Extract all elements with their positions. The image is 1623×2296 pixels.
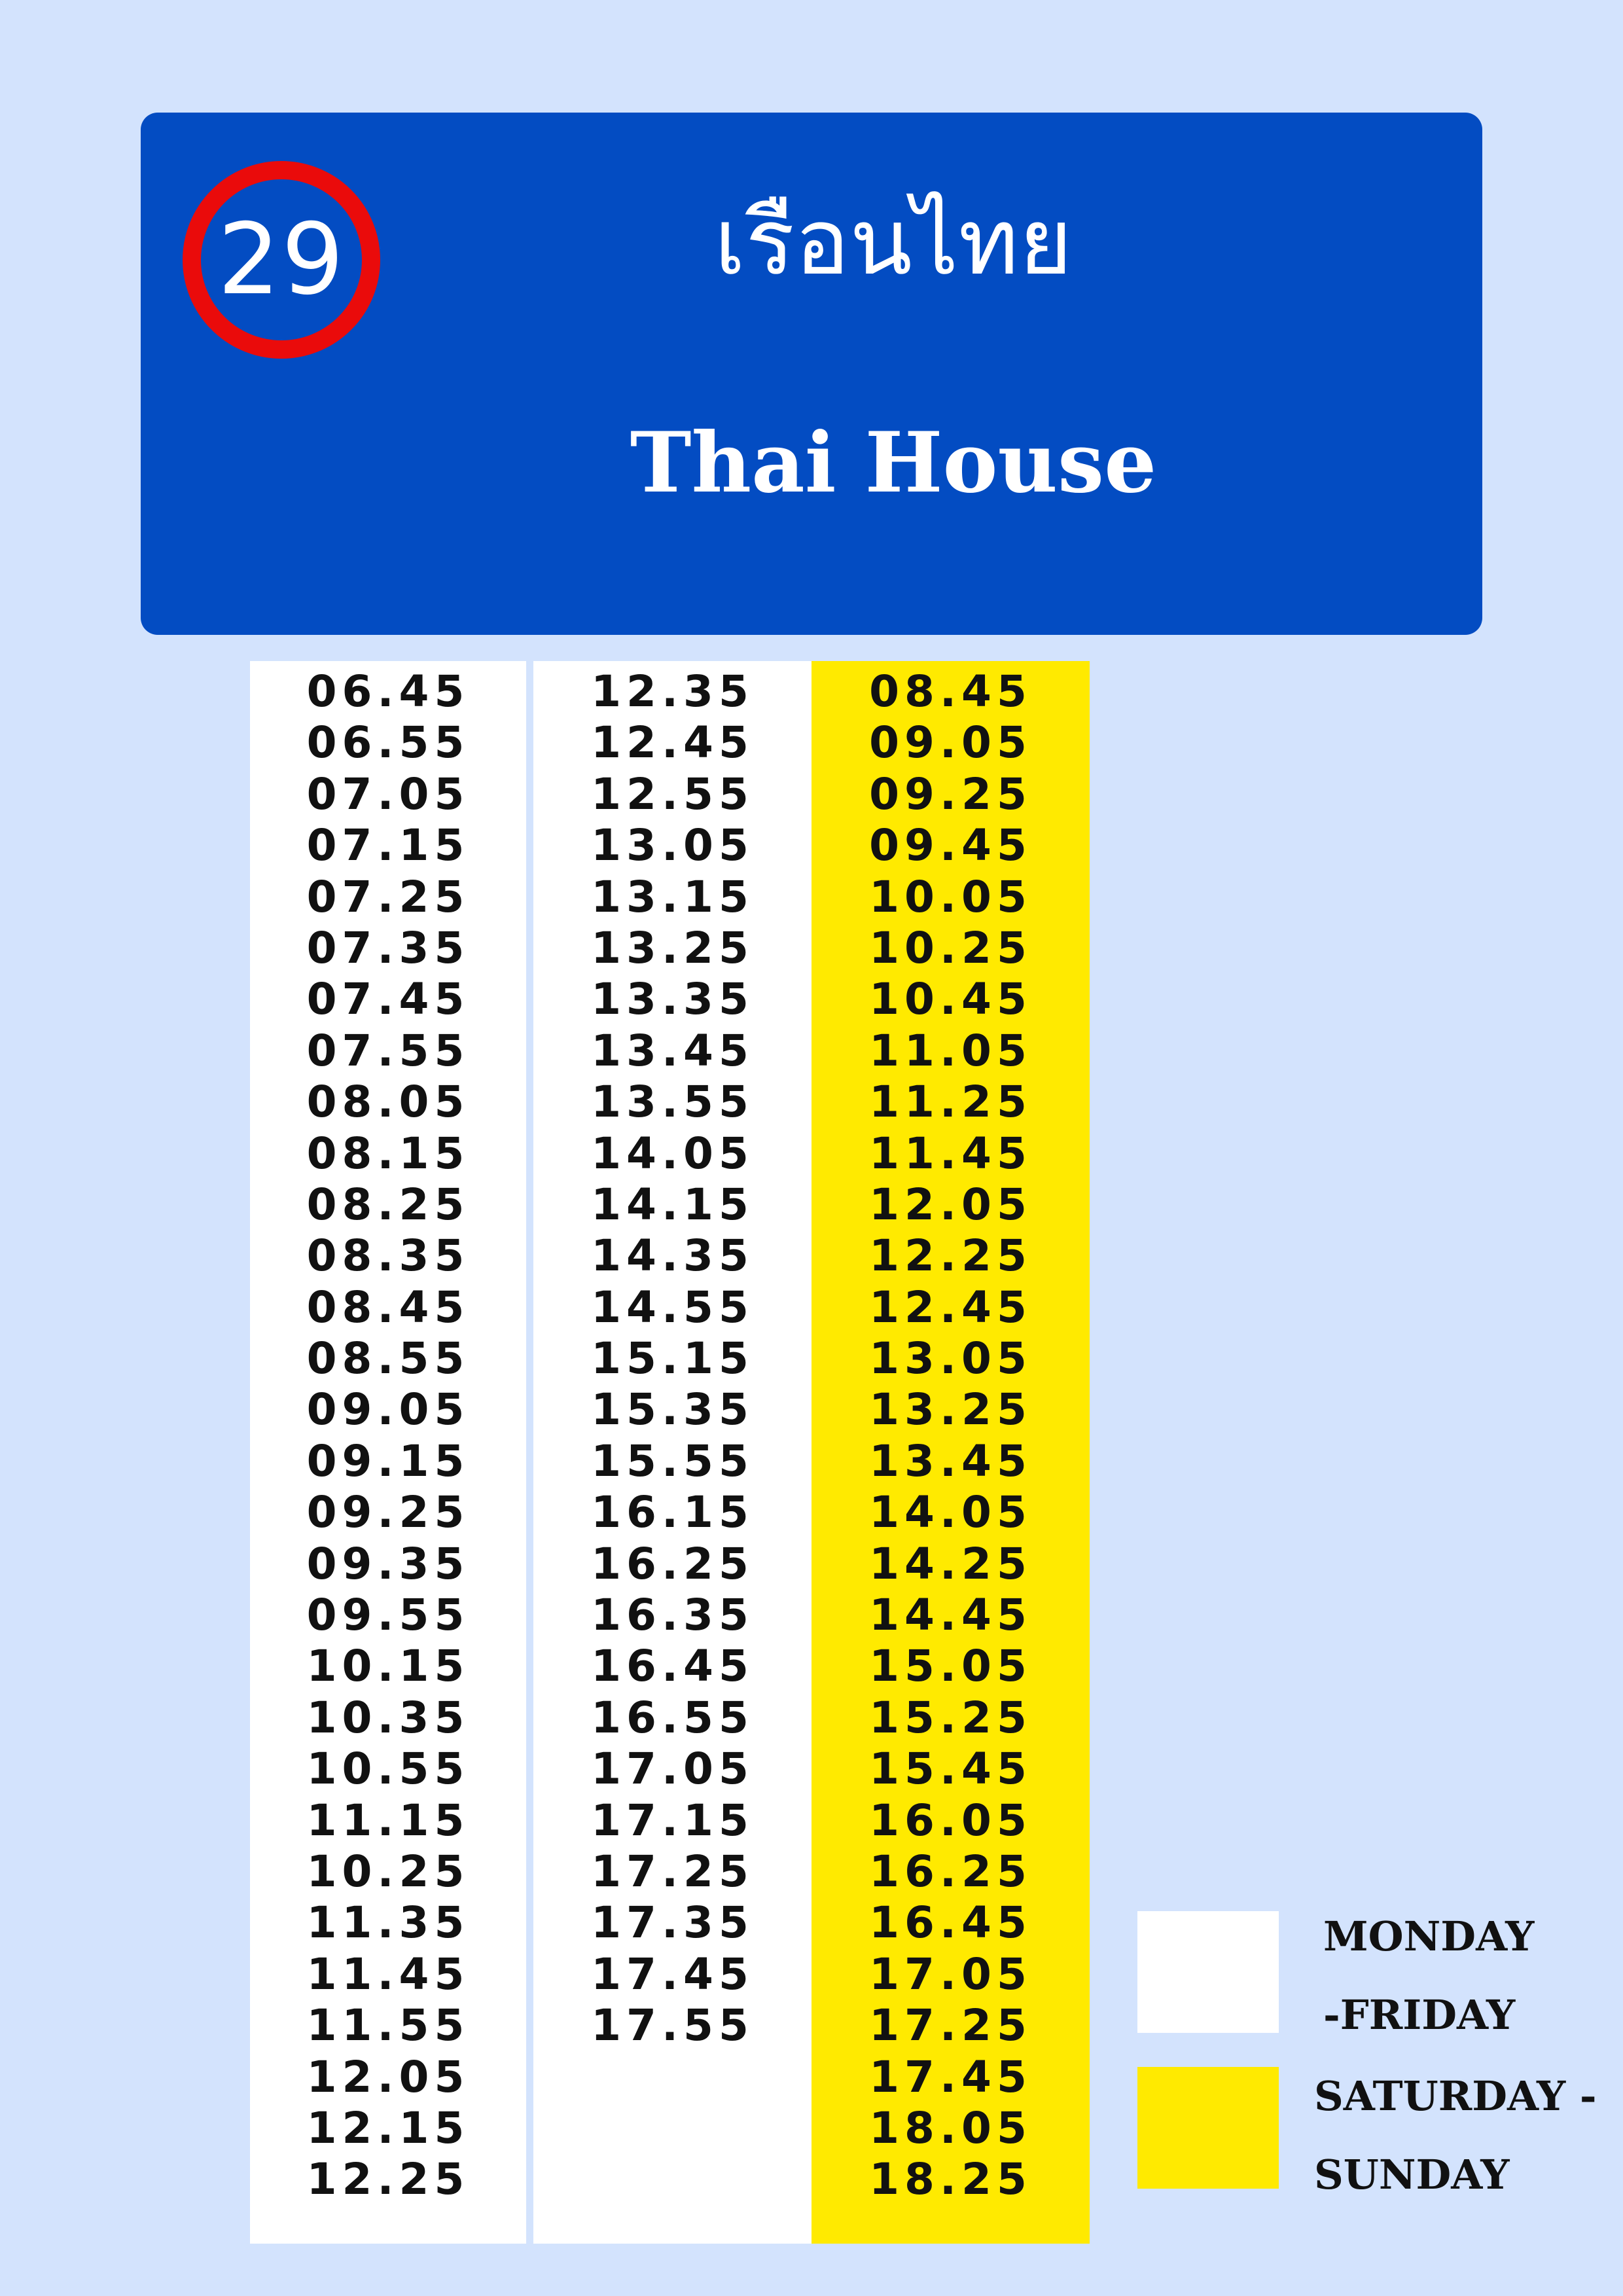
departure-time: 07.35: [306, 922, 470, 973]
departure-time: 13.35: [591, 974, 754, 1025]
departure-time: 06.55: [306, 717, 470, 768]
departure-time: 17.45: [591, 1948, 754, 2000]
departure-time: 11.25: [869, 1077, 1032, 1128]
departure-time: 14.45: [869, 1590, 1032, 1641]
departure-time: 12.35: [591, 666, 754, 717]
departure-time: 18.05: [869, 2102, 1032, 2153]
weekend-column: [812, 661, 1090, 2244]
departure-time: 16.05: [869, 1795, 1032, 1846]
departure-time: 09.05: [869, 717, 1032, 768]
legend-weekday-label-line1: MONDAY: [1323, 1912, 1535, 1960]
departure-time: 10.05: [869, 871, 1032, 922]
departure-time: 07.05: [306, 768, 470, 819]
header-banner: [141, 113, 1482, 635]
departure-time: 12.25: [306, 2154, 470, 2205]
departure-time: 08.45: [306, 1282, 470, 1333]
departure-time: 09.25: [306, 1487, 470, 1538]
departure-time: 10.55: [306, 1744, 470, 1795]
departure-time: 16.45: [591, 1641, 754, 1692]
departure-time: 08.35: [306, 1230, 470, 1282]
departure-time: 09.15: [306, 1435, 470, 1486]
departure-time: 15.35: [591, 1384, 754, 1435]
departure-time: 15.55: [591, 1435, 754, 1486]
departure-time: 13.05: [869, 1333, 1032, 1384]
departure-time: 10.45: [869, 974, 1032, 1025]
departure-time: 13.55: [591, 1077, 754, 1128]
departure-time: 07.45: [306, 974, 470, 1025]
departure-time: 11.05: [869, 1025, 1032, 1076]
departure-time: 07.15: [306, 820, 470, 871]
departure-time: 14.05: [869, 1487, 1032, 1538]
departure-time: 06.45: [306, 666, 470, 717]
departure-time: 15.25: [869, 1692, 1032, 1743]
departure-time: 11.45: [306, 1948, 470, 2000]
departure-time: 08.05: [306, 1077, 470, 1128]
departure-time: 13.05: [591, 820, 754, 871]
departure-time: 13.45: [869, 1435, 1032, 1486]
route-number: 29: [217, 203, 346, 317]
departure-time: 16.15: [591, 1487, 754, 1538]
departure-time: 12.05: [869, 1179, 1032, 1230]
departure-time: 13.45: [591, 1025, 754, 1076]
departure-time: 08.45: [869, 666, 1032, 717]
departure-time: 14.25: [869, 1538, 1032, 1589]
departure-time: 07.25: [306, 871, 470, 922]
departure-time: 12.05: [306, 2051, 470, 2102]
title-english: Thai House: [630, 414, 1157, 511]
departure-time: 11.35: [306, 1897, 470, 1948]
departure-time: 11.45: [869, 1128, 1032, 1179]
departure-time: 15.45: [869, 1744, 1032, 1795]
departure-time: 18.25: [869, 2154, 1032, 2205]
departure-time: 08.55: [306, 1333, 470, 1384]
departure-time: 16.45: [869, 1897, 1032, 1948]
departure-time: 09.05: [306, 1384, 470, 1435]
legend-weekend-label-line1: SATURDAY -: [1314, 2072, 1597, 2120]
legend-weekend-swatch: [1137, 2067, 1279, 2189]
departure-time: 08.25: [306, 1179, 470, 1230]
departure-time: 11.55: [306, 2000, 470, 2051]
departure-time: 13.25: [591, 922, 754, 973]
departure-time: 16.35: [591, 1590, 754, 1641]
departure-time: 12.45: [591, 717, 754, 768]
departure-time: 12.25: [869, 1230, 1032, 1282]
departure-time: 09.35: [306, 1538, 470, 1589]
departure-time: 08.15: [306, 1128, 470, 1179]
departure-time: 12.45: [869, 1282, 1032, 1333]
departure-time: 10.25: [869, 922, 1032, 973]
departure-time: 16.55: [591, 1692, 754, 1743]
departure-time: 17.25: [591, 1846, 754, 1897]
departure-time: 17.25: [869, 2000, 1032, 2051]
route-badge: [183, 161, 380, 359]
weekday-column-1: [250, 661, 526, 2244]
departure-time: 12.15: [306, 2102, 470, 2153]
departure-time: 15.05: [869, 1641, 1032, 1692]
departure-time: 14.15: [591, 1179, 754, 1230]
legend-weekend-label-line2: SUNDAY: [1314, 2151, 1510, 2198]
departure-time: 17.35: [591, 1897, 754, 1948]
title-thai: เรือนไทย: [714, 189, 1073, 296]
departure-time: 17.05: [591, 1744, 754, 1795]
legend-weekday-label-line2: -FRIDAY: [1323, 1991, 1516, 2039]
departure-time: 14.55: [591, 1282, 754, 1333]
departure-time: 10.15: [306, 1641, 470, 1692]
departure-time: 09.25: [869, 768, 1032, 819]
departure-time: 16.25: [591, 1538, 754, 1589]
departure-time: 16.25: [869, 1846, 1032, 1897]
departure-time: 13.15: [591, 871, 754, 922]
departure-time: 09.45: [869, 820, 1032, 871]
weekday-column-2: [533, 661, 812, 2244]
departure-time: 17.45: [869, 2051, 1032, 2102]
departure-time: 14.35: [591, 1230, 754, 1282]
departure-time: 13.25: [869, 1384, 1032, 1435]
departure-time: 17.15: [591, 1795, 754, 1846]
legend-weekday-swatch: [1137, 1911, 1279, 2033]
departure-time: 11.15: [306, 1795, 470, 1846]
departure-time: 07.55: [306, 1025, 470, 1076]
departure-time: 10.35: [306, 1692, 470, 1743]
departure-time: 10.25: [306, 1846, 470, 1897]
departure-time: 09.55: [306, 1590, 470, 1641]
departure-time: 12.55: [591, 768, 754, 819]
departure-time: 17.05: [869, 1948, 1032, 2000]
departure-time: 15.15: [591, 1333, 754, 1384]
departure-time: 14.05: [591, 1128, 754, 1179]
departure-time: 17.55: [591, 2000, 754, 2051]
